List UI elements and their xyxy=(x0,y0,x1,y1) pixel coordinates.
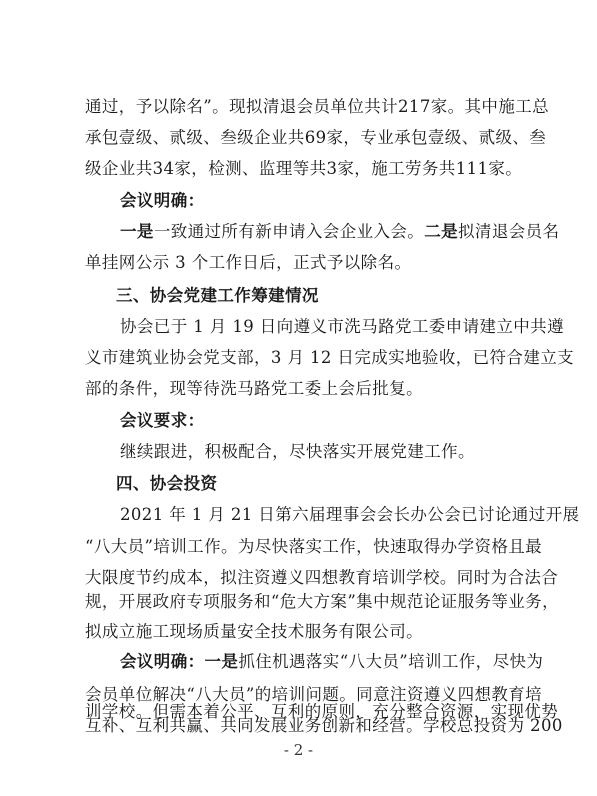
text-line xyxy=(0,220,597,244)
text-segment: 部的条件，现等待洗马路党工委上会后批复。 xyxy=(85,379,423,398)
text-line xyxy=(0,566,597,590)
text-segment: 互补、互利共赢、共同发展业务创新和经营。学校总投资为 200 xyxy=(85,716,563,735)
text-segment: 级企业共34家，检测、监理等共3家，施工劳务共111家。 xyxy=(85,159,523,178)
text-segment: 单挂网公示 3 个工作日后，正式予以除名。 xyxy=(85,253,412,272)
text-segment: 协会已于 1 月 19 日向遵义市洗马路党工委申请建立中共遵 xyxy=(120,317,564,336)
bold-text-segment: 三、协会党建工作筹建情况 xyxy=(116,286,319,305)
text-line xyxy=(0,284,597,308)
bold-text-segment: 会议要求： xyxy=(120,411,205,430)
text-line xyxy=(0,535,597,559)
bold-text-segment: 四、协会投资 xyxy=(116,474,218,493)
page-number: - 2 - xyxy=(283,741,314,759)
text-line xyxy=(0,126,597,150)
text-line xyxy=(0,157,597,181)
text-segment: 抓住机遇落实“八大员”培训工作，尽快为 xyxy=(238,652,544,671)
text-line xyxy=(0,95,597,119)
text-line xyxy=(0,590,597,614)
text-segment: 一致通过所有新申请入会企业入会。 xyxy=(153,222,425,241)
text-segment: 拟清退会员名 xyxy=(458,222,560,241)
text-segment: 会员单位解决“八大员”的培训问题。同意注资遵义四想教育培 xyxy=(85,685,543,704)
text-segment: 义市建筑业协会党支部，3 月 12 日完成实地验收，已符合建立支 xyxy=(85,348,575,367)
text-segment: 拟成立施工现场质量安全技术服务有限公司。 xyxy=(85,622,423,641)
text-segment: 承包壹级、贰级、叁级企业共69家，专业承包壹级、贰级、叁 xyxy=(85,128,547,147)
text-line xyxy=(0,503,597,527)
bold-text-segment: 会议明确： xyxy=(120,191,205,210)
text-segment: 训学校。但需本着公平、互利的原则，充分整合资源，实现优势 xyxy=(85,702,559,721)
text-line xyxy=(0,440,597,464)
text-line xyxy=(0,409,597,433)
text-line xyxy=(0,251,597,275)
text-line xyxy=(0,189,597,213)
text-segment: 大限度节约成本，拟注资遵义四想教育培训学校。同时为合法合 xyxy=(85,568,559,587)
text-segment: “八大员”培训工作。为尽快落实工作，快速取得办学资格且最 xyxy=(85,537,543,556)
text-line xyxy=(0,472,597,496)
text-segment: 继续跟进，积极配合，尽快落实开展党建工作。 xyxy=(120,442,475,461)
text-line xyxy=(0,346,597,370)
bold-text-segment: 一是 xyxy=(120,222,154,241)
bold-text-segment: 会议明确：一是 xyxy=(120,652,239,671)
bold-text-segment: 二是 xyxy=(424,222,459,241)
text-line xyxy=(0,650,597,674)
text-line xyxy=(0,377,597,401)
text-line xyxy=(0,315,597,339)
text-segment: 2021 年 1 月 21 日第六届理事会会长办公会已讨论通过开展 xyxy=(120,505,580,524)
text-segment: 通过，予以除名”。现拟清退会员单位共计217家。其中施工总 xyxy=(85,97,550,116)
text-line xyxy=(0,714,597,738)
text-segment: 规，开展政府专项服务和“危大方案”集中规范论证服务等业务， xyxy=(85,592,559,611)
text-line xyxy=(0,620,597,644)
